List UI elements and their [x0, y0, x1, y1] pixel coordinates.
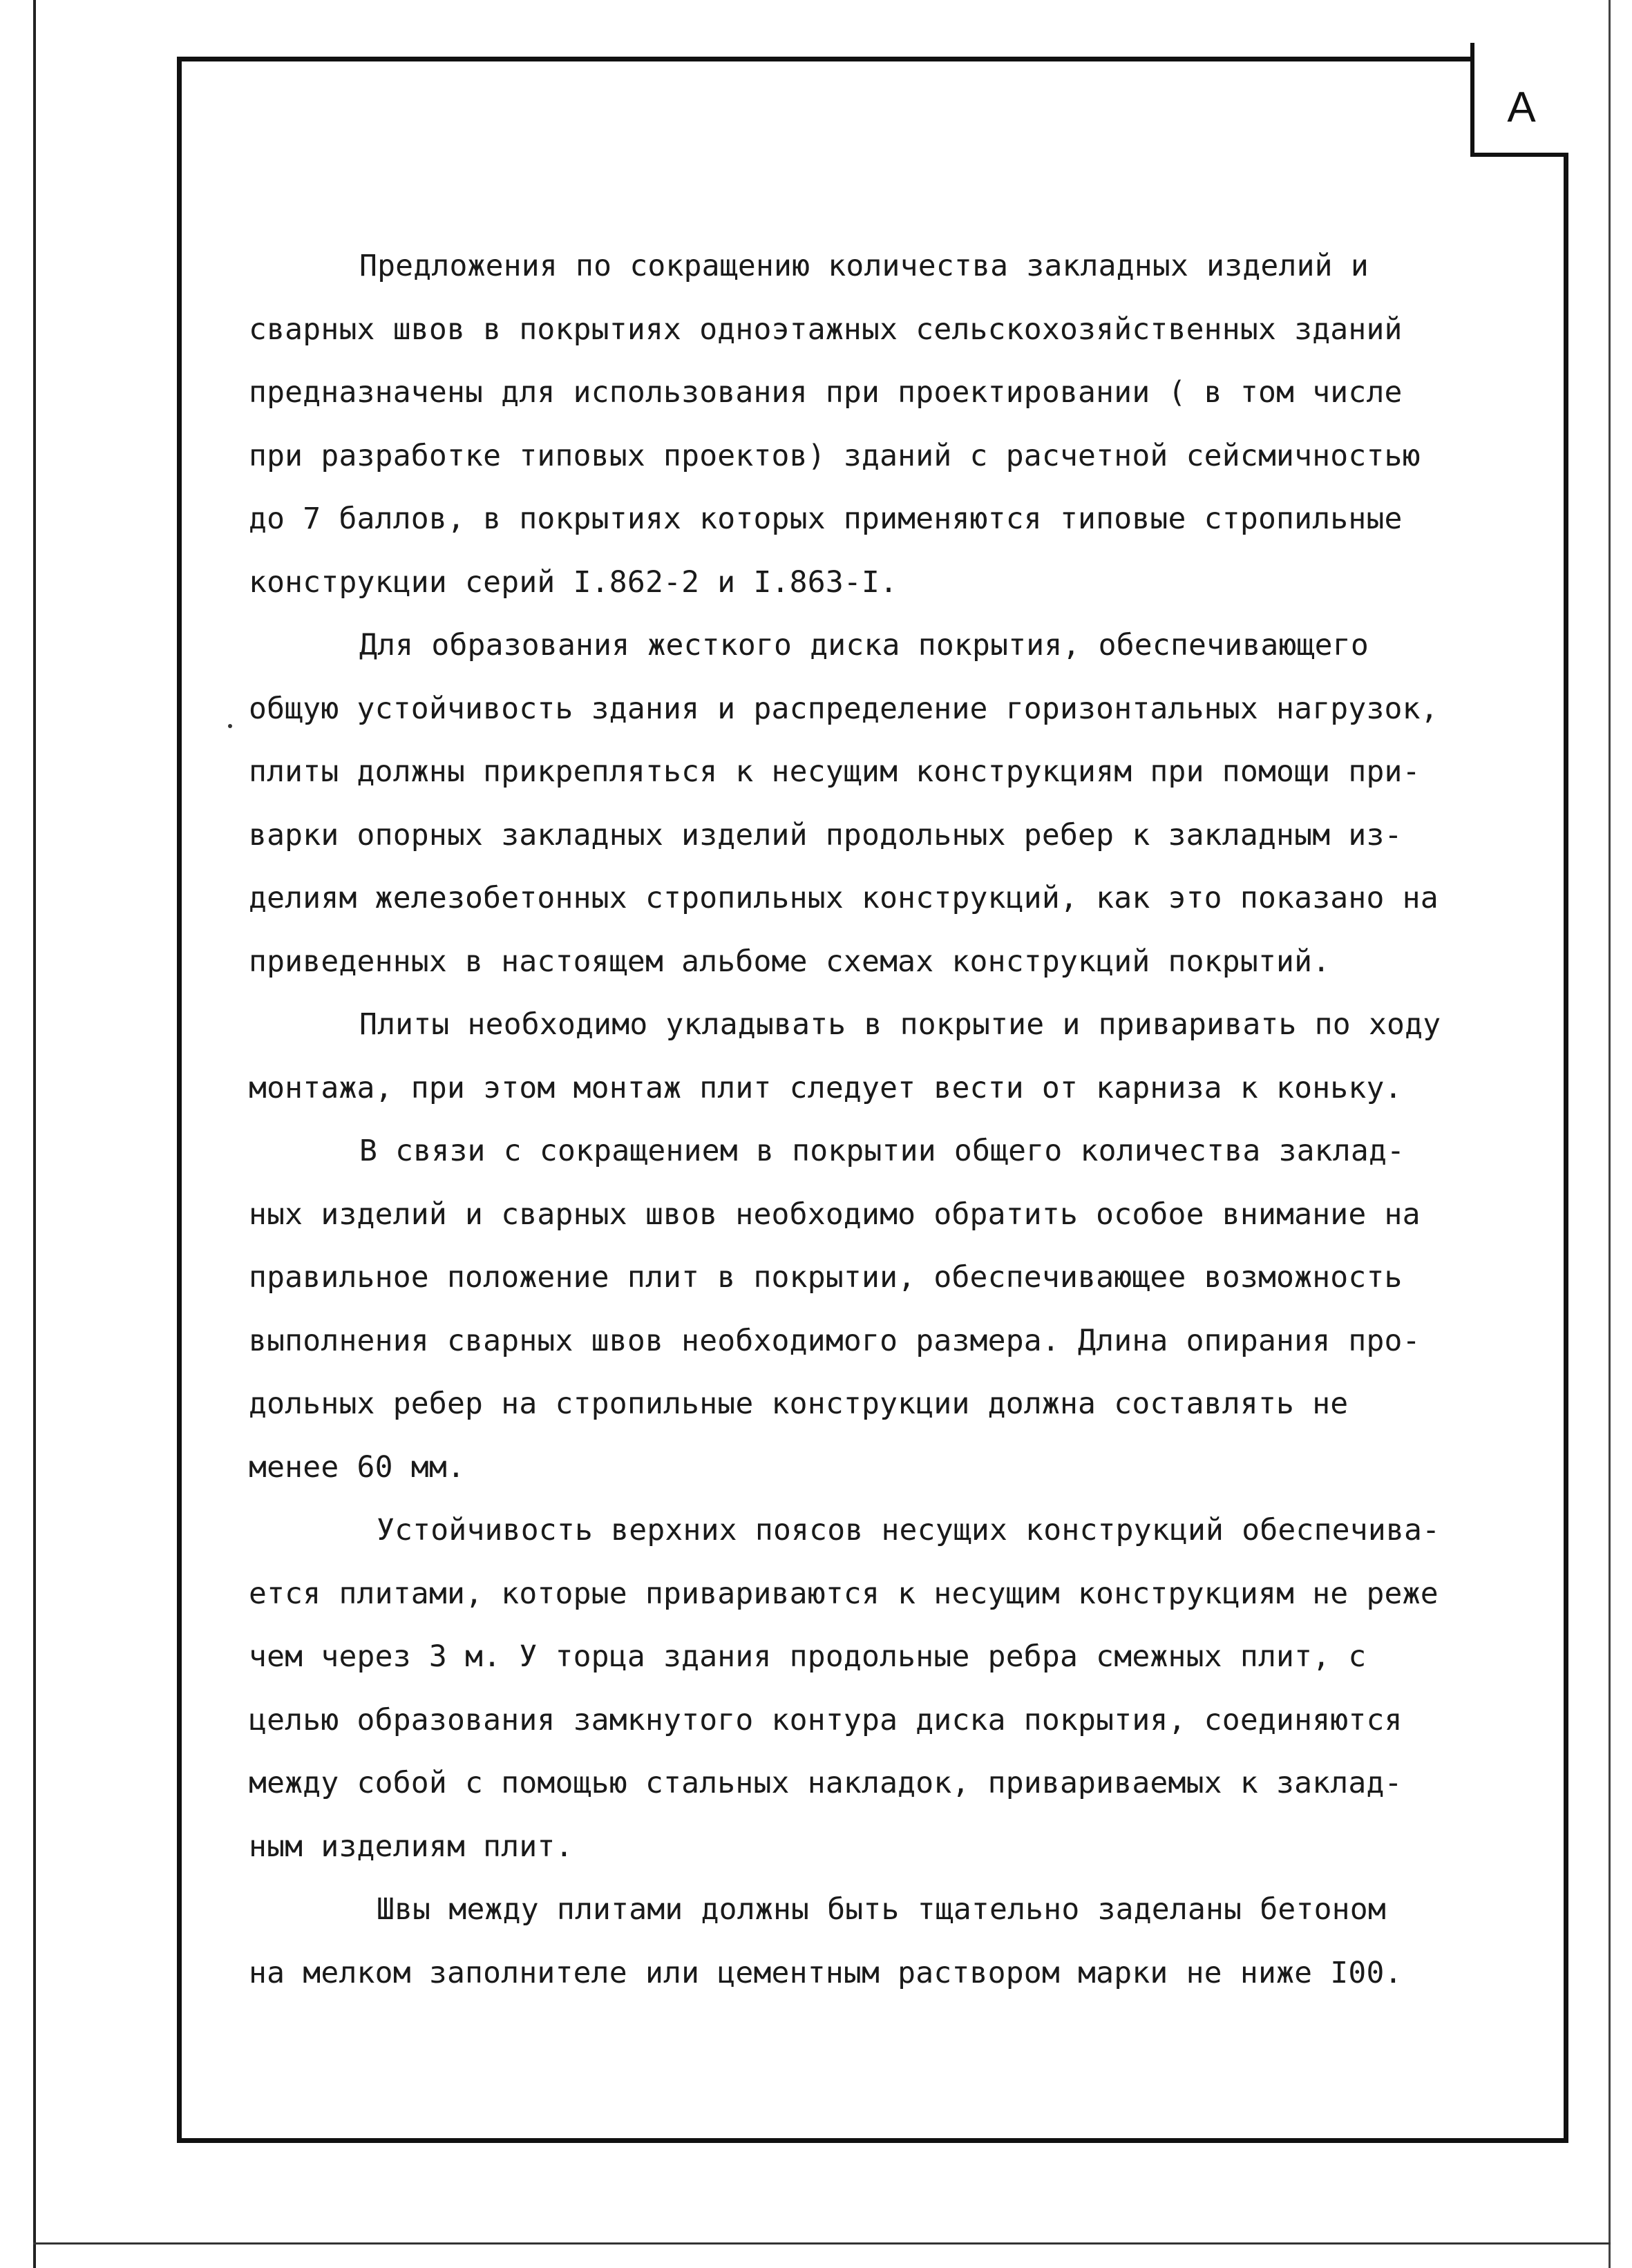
sheet-edge-bottom — [33, 2242, 1611, 2245]
paragraph-5-line-5: между собой с помощью стальных накладок, привариваемых к заклад- — [249, 1766, 1403, 1800]
paragraph-3-line-1: Плиты необходимо укладывать в покрытие и приваривать по ходу — [359, 1007, 1441, 1042]
paragraph-4-line-6: менее 60 мм. — [249, 1449, 466, 1485]
paragraph-1-line-2: сварных швов в покрытиях одноэтажных сельскохозяйственных зданий — [249, 312, 1403, 347]
paragraph-4-line-4: выполнения сварных швов необходимого размера. Длина опирания про- — [249, 1323, 1421, 1358]
paragraph-1-line-1: Предложения по сокращению количества закладных изделий и — [359, 249, 1369, 283]
paragraph-2-line-6: приведенных в настоящем альбоме схемах конструкций покрытий. — [249, 944, 1331, 979]
paragraph-5-line-6: ным изделиям плит. — [249, 1829, 573, 1864]
paragraph-6-line-2: на мелком заполнителе или цементным раствором марки не ниже I00. — [249, 1955, 1403, 1990]
corner-stamp — [1470, 57, 1568, 157]
paragraph-3-line-2: монтажа, при этом монтаж плит следует вести от карниза к коньку. — [249, 1070, 1403, 1105]
paragraph-4-line-2: ных изделий и сварных швов необходимо обратить особое внимание на — [249, 1197, 1421, 1232]
paragraph-2-line-3: плиты должны прикрепляться к несущим конструкциям при помощи при- — [249, 754, 1421, 789]
paragraph-1-line-4: при разработке типовых проектов) зданий с расчетной сейсмичностью — [249, 438, 1421, 473]
margin-dot — [228, 724, 232, 728]
paragraph-4-line-5: дольных ребер на стропильные конструкции должна составлять не — [249, 1386, 1349, 1421]
paragraph-4-line-3: правильное положение плит в покрытии, обеспечивающее возможность — [249, 1260, 1403, 1295]
sheet-edge-left — [33, 0, 36, 2268]
document-body — [249, 235, 1513, 2005]
sheet-edge-right — [1609, 0, 1611, 2268]
paragraph-5-line-2: ется плитами, которые привариваются к несущим конструкциям не реже — [249, 1576, 1439, 1611]
paragraph-6-line-1: Швы между плитами должны быть тщательно заделаны бетоном — [377, 1892, 1386, 1927]
paragraph-1-line-6: конструкции серий I.862-2 и I.863-I. — [249, 564, 898, 600]
paragraph-1-line-5: до 7 баллов, в покрытиях которых применяются типовые стропильные — [249, 502, 1403, 536]
paragraph-5-line-1: Устойчивость верхних поясов несущих конструкций обеспечива- — [377, 1513, 1441, 1547]
paragraph-5-line-3: чем через 3 м. У торца здания продольные ребра смежных плит, с — [249, 1639, 1367, 1674]
paragraph-2-line-1: Для образования жесткого диска покрытия, обеспечивающего — [359, 628, 1369, 663]
paragraph-4-line-1: В связи с сокращением в покрытии общего количества заклад- — [359, 1134, 1405, 1168]
stamp-letter: А — [1507, 84, 1536, 131]
paragraph-1-line-3: предназначены для использования при проектировании ( в том числе — [249, 375, 1403, 410]
paragraph-5-line-4: целью образования замкнутого контура диска покрытия, соединяются — [249, 1702, 1403, 1737]
paragraph-2-line-4: варки опорных закладных изделий продольных ребер к закладным из- — [249, 817, 1403, 852]
paragraph-2-line-2: общую устойчивость здания и распределение горизонтальных нагрузок, — [249, 691, 1439, 726]
paragraph-2-line-5: делиям железобетонных стропильных конструкций, как это показано на — [249, 881, 1439, 915]
